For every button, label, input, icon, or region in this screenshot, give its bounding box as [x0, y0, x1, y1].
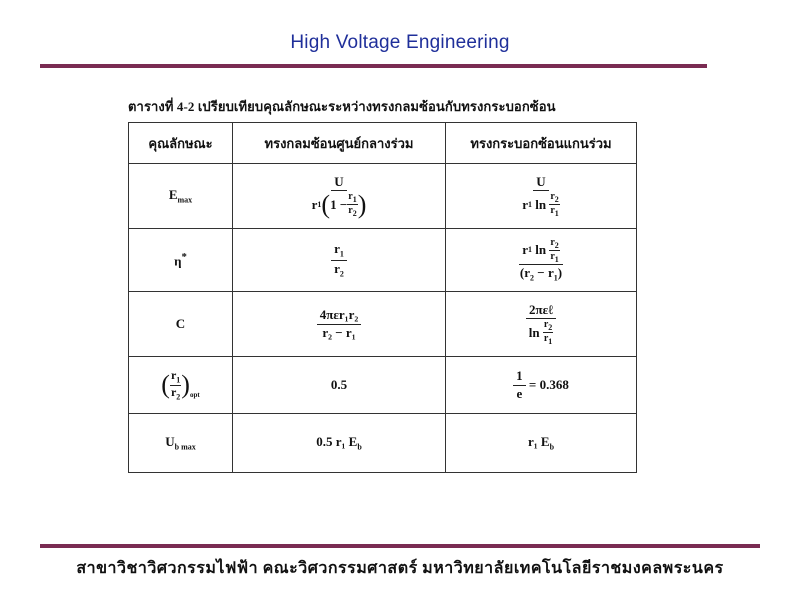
- table-row-capacitance: [129, 292, 637, 357]
- label-emax: [129, 164, 233, 229]
- label-ubmax: [129, 414, 233, 473]
- emax-cylinder-formula: [446, 164, 637, 229]
- top-divider: [40, 64, 707, 68]
- opt-sphere-value: 0.5: [233, 357, 446, 414]
- table-row-ubmax: [129, 414, 637, 473]
- c-sphere-formula: [233, 292, 446, 357]
- header-coaxial-cylinder: ทรงกระบอกซ้อนแกนร่วม: [446, 123, 637, 164]
- comparison-table: [128, 122, 637, 473]
- bottom-divider: [40, 544, 760, 548]
- emax-sphere-formula: [233, 164, 446, 229]
- emax-subscript: max: [177, 195, 193, 205]
- opt-subscript: opt: [189, 391, 200, 400]
- table-row-eta: [129, 229, 637, 292]
- eta-cylinder-formula: r 1 ln $\frac{r_2}{r_1}$ $(r_2 - r_1)$: [446, 229, 637, 292]
- c-sphere-numerator: 4πεr₁r₂: [317, 307, 362, 324]
- c-cylinder-formula: 2πεℓ ln $\frac{r_2}{r_1}$: [446, 292, 637, 357]
- c-sphere-denominator: r₂ − r₁: [322, 324, 356, 340]
- header-concentric-sphere: ทรงกลมซ้อนศูนย์กลางร่วม: [233, 123, 446, 164]
- label-opt-ratio: ( $\frac{r_1}{r_2}$ ) opt: [129, 357, 233, 414]
- footer-institution: สาขาวิชาวิศวกรรมไฟฟ้า คณะวิศวกรรมศาสตร์ มหาวิทยาลัยเทคโนโลยีราชมงคลพระนคร: [76, 560, 724, 577]
- opt-cyl-frac-num: 1: [513, 368, 526, 385]
- table-row-optimum-ratio: [129, 357, 637, 414]
- table-header-row: [129, 123, 637, 164]
- slide-title: High Voltage Engineering: [290, 32, 510, 53]
- eta-symbol: η: [174, 253, 182, 269]
- opt-cyl-value: = 0.368: [528, 377, 569, 392]
- label-eta: [129, 229, 233, 292]
- emax-cylinder-denominator: r 1 ln $\frac{r_2}{r_1}$: [522, 190, 559, 219]
- header-property: คุณลักษณะ: [129, 123, 233, 164]
- emax-cylinder-numerator: U: [533, 174, 548, 191]
- opt-cyl-frac-den: e: [516, 385, 523, 401]
- ubmax-symbol: U: [165, 434, 175, 450]
- c-cylinder-numerator: 2πεℓ: [526, 302, 556, 319]
- table-caption: ตารางที่ 4-2 เปรียบเทียบคุณลักษณะระหว่างทรงกลมซ้อนกับทรงกระบอกซ้อน: [128, 99, 556, 114]
- eta-sphere-formula: $\frac{r_1}{r_2}$: [233, 229, 446, 292]
- eta-superscript: *: [181, 250, 187, 263]
- emax-symbol: E: [168, 187, 178, 203]
- table-row-emax: [129, 164, 637, 229]
- label-c: C: [129, 292, 233, 357]
- ubmax-subscript: b max: [174, 442, 196, 452]
- ubmax-cylinder-value: r₁ $E_b$: [446, 414, 637, 473]
- ubmax-sphere-value: 0.5 r₁ $E_b$: [233, 414, 446, 473]
- emax-sphere-numerator: U: [331, 174, 346, 191]
- opt-cylinder-value: [446, 357, 637, 414]
- emax-sphere-denominator: r 1 ( 1 − $\frac{r_1}{r_2}$ ): [311, 189, 367, 219]
